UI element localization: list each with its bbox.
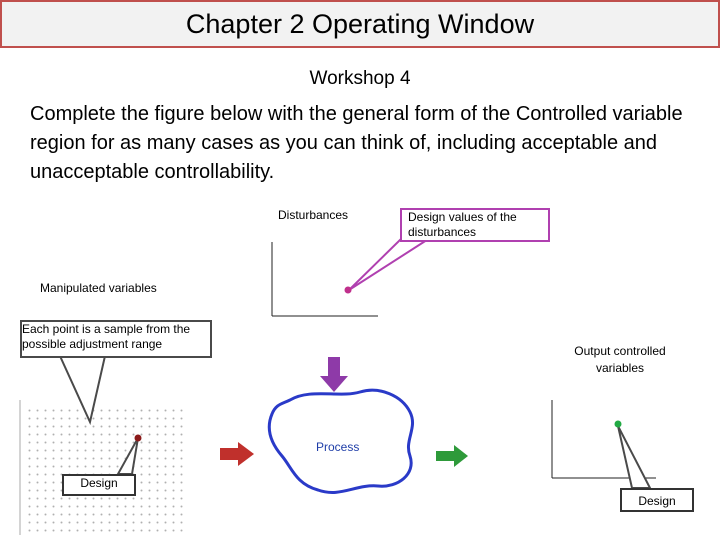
design-callout-left: Design (62, 474, 136, 496)
output-controlled-variables-label: Output controlled variables (574, 344, 666, 375)
input-arrow (220, 442, 254, 466)
process-label: Process (316, 440, 360, 454)
slide-title: Chapter 2 Operating Window (0, 0, 720, 48)
output-design-point (615, 421, 622, 428)
manipulated-variables-label: Manipulated variables (40, 281, 157, 295)
disturbance-design-point (345, 287, 352, 294)
disturbance-arrow (320, 357, 348, 392)
output-axes (552, 400, 656, 478)
disturbances-label: Disturbances (278, 208, 349, 222)
instruction-text: Complete the figure below with the general form of the Controlled variable region for as many cases as you can think of, including acceptable and unacceptable controllability. (30, 103, 683, 183)
design-values-callout: Design values of the disturbances (400, 208, 550, 242)
manipulated-design-point (135, 435, 142, 442)
adjustment-range-grid (28, 409, 184, 535)
sample-callout: Each point is a sample from the possible adjustment range (20, 320, 212, 358)
design-values-callout-pointer (349, 238, 430, 290)
output-arrow (436, 445, 468, 467)
design-right-pointer (618, 426, 650, 488)
design-callout-right: Design (620, 488, 694, 512)
workshop-heading: Workshop 4 (309, 68, 411, 89)
